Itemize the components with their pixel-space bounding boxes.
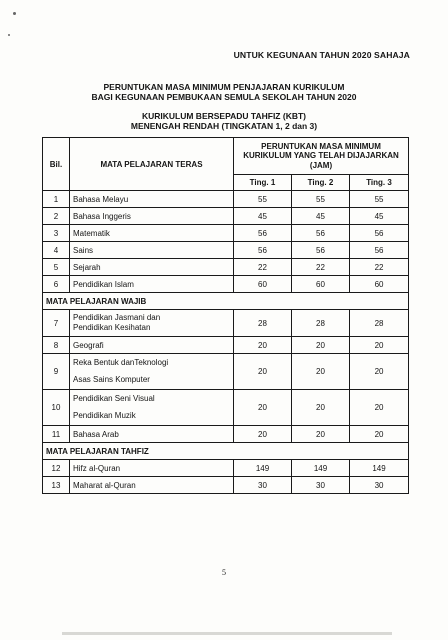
hours-ting1: 20 (234, 426, 292, 443)
table-row (43, 460, 409, 477)
table-row (43, 477, 409, 494)
hours-ting2: 20 (292, 354, 350, 390)
title-line: BAGI KEGUNAAN PEMBUKAAN SEMULA SEKOLAH TAHUN 2020 (91, 92, 357, 102)
row-number: 12 (43, 460, 70, 477)
row-number: 13 (43, 477, 70, 494)
usage-note: UNTUK KEGUNAAN TAHUN 2020 SAHAJA (233, 50, 410, 60)
subtitle-line: MENENGAH RENDAH (TINGKATAN 1, 2 dan 3) (130, 121, 318, 131)
row-number: 2 (43, 208, 70, 225)
hours-ting2: 20 (292, 390, 350, 426)
hours-ting3: 28 (350, 310, 409, 337)
hours-ting1: 20 (234, 354, 292, 390)
table-row (43, 276, 409, 293)
subject-name: Sejarah (70, 259, 234, 276)
hours-ting1: 149 (234, 460, 292, 477)
table-row (43, 337, 409, 354)
hours-ting2: 45 (292, 208, 350, 225)
hours-ting3: 55 (350, 191, 409, 208)
hours-ting3: 20 (350, 390, 409, 426)
hours-ting2: 56 (292, 225, 350, 242)
hours-ting3: 45 (350, 208, 409, 225)
row-number: 5 (43, 259, 70, 276)
subtitle-line: KURIKULUM BERSEPADU TAHFIZ (KBT) (141, 111, 306, 121)
scan-speck (8, 34, 10, 36)
hours-ting1: 20 (234, 337, 292, 354)
section-row (43, 443, 409, 460)
subject-line: Pendidikan Kesihatan (73, 323, 151, 332)
hours-ting3: 20 (350, 337, 409, 354)
hours-ting1: 45 (234, 208, 292, 225)
hours-ting3: 56 (350, 242, 409, 259)
subject-name (70, 390, 234, 426)
subject-name (70, 354, 234, 390)
row-number: 3 (43, 225, 70, 242)
subject-name: Bahasa Melayu (70, 191, 234, 208)
hours-ting3: 56 (350, 225, 409, 242)
subject-name: Geografi (70, 337, 234, 354)
hours-ting1: 56 (234, 242, 292, 259)
title-line: PERUNTUKAN MASA MINIMUM PENJAJARAN KURIKULUM (103, 82, 345, 92)
hours-ting1: 28 (234, 310, 292, 337)
header-bil: Bil. (43, 138, 70, 191)
allocation-table (42, 137, 409, 494)
hours-ting3: 20 (350, 426, 409, 443)
hours-ting3: 30 (350, 477, 409, 494)
row-number: 4 (43, 242, 70, 259)
hours-ting1: 60 (234, 276, 292, 293)
row-number: 1 (43, 191, 70, 208)
subject-name: Matematik (70, 225, 234, 242)
header-subject: MATA PELAJARAN TERAS (70, 138, 234, 191)
hours-ting2: 149 (292, 460, 350, 477)
hours-ting1: 55 (234, 191, 292, 208)
hours-ting3: 22 (350, 259, 409, 276)
row-number: 10 (43, 390, 70, 426)
row-number: 6 (43, 276, 70, 293)
section-heading-tahfiz: MATA PELAJARAN TAHFIZ (43, 443, 409, 460)
subject-line: Pendidikan Jasmani dan (73, 313, 161, 322)
hours-ting1: 56 (234, 225, 292, 242)
table-row (43, 191, 409, 208)
table-row (43, 242, 409, 259)
header-level: Ting. 1 (234, 175, 292, 191)
hours-ting3: 20 (350, 354, 409, 390)
subject-line: Pendidikan Seni Visual (73, 394, 155, 403)
header-level: Ting. 3 (350, 175, 409, 191)
hours-ting2: 20 (292, 426, 350, 443)
hours-ting2: 60 (292, 276, 350, 293)
subject-name: Bahasa Inggeris (70, 208, 234, 225)
row-number: 7 (43, 310, 70, 337)
scan-edge (62, 632, 392, 635)
hours-ting1: 22 (234, 259, 292, 276)
table-row (43, 354, 409, 390)
hours-ting1: 30 (234, 477, 292, 494)
row-number: 8 (43, 337, 70, 354)
page-number: 5 (222, 568, 226, 577)
hours-ting1: 20 (234, 390, 292, 426)
hours-ting2: 56 (292, 242, 350, 259)
hours-ting2: 28 (292, 310, 350, 337)
subject-line: Pendidikan Muzik (73, 411, 136, 420)
table-row (43, 259, 409, 276)
hours-ting3: 149 (350, 460, 409, 477)
table-row (43, 390, 409, 426)
header-allocation: PERUNTUKAN MASA MINIMUM KURIKULUM YANG TELAH DIJAJARKAN (JAM) (234, 138, 409, 175)
subject-name: Maharat al-Quran (70, 477, 234, 494)
hours-ting2: 20 (292, 337, 350, 354)
subject-line: Asas Sains Komputer (73, 375, 150, 384)
table-row (43, 310, 409, 337)
hours-ting2: 55 (292, 191, 350, 208)
subject-name: Pendidikan Islam (70, 276, 234, 293)
subject-name: Bahasa Arab (70, 426, 234, 443)
header-level: Ting. 2 (292, 175, 350, 191)
hours-ting3: 60 (350, 276, 409, 293)
scan-speck (13, 12, 16, 15)
subject-name: Hifz al-Quran (70, 460, 234, 477)
section-row (43, 293, 409, 310)
table-row (43, 225, 409, 242)
subject-name: Sains (70, 242, 234, 259)
hours-ting2: 30 (292, 477, 350, 494)
subject-name (70, 310, 234, 337)
subject-line: Reka Bentuk danTeknologi (73, 358, 169, 367)
hours-ting2: 22 (292, 259, 350, 276)
section-heading-wajib: MATA PELAJARAN WAJIB (43, 293, 409, 310)
row-number: 11 (43, 426, 70, 443)
document-subtitle (0, 111, 448, 131)
table-row (43, 208, 409, 225)
document-title (0, 82, 448, 102)
row-number: 9 (43, 354, 70, 390)
table-row (43, 426, 409, 443)
